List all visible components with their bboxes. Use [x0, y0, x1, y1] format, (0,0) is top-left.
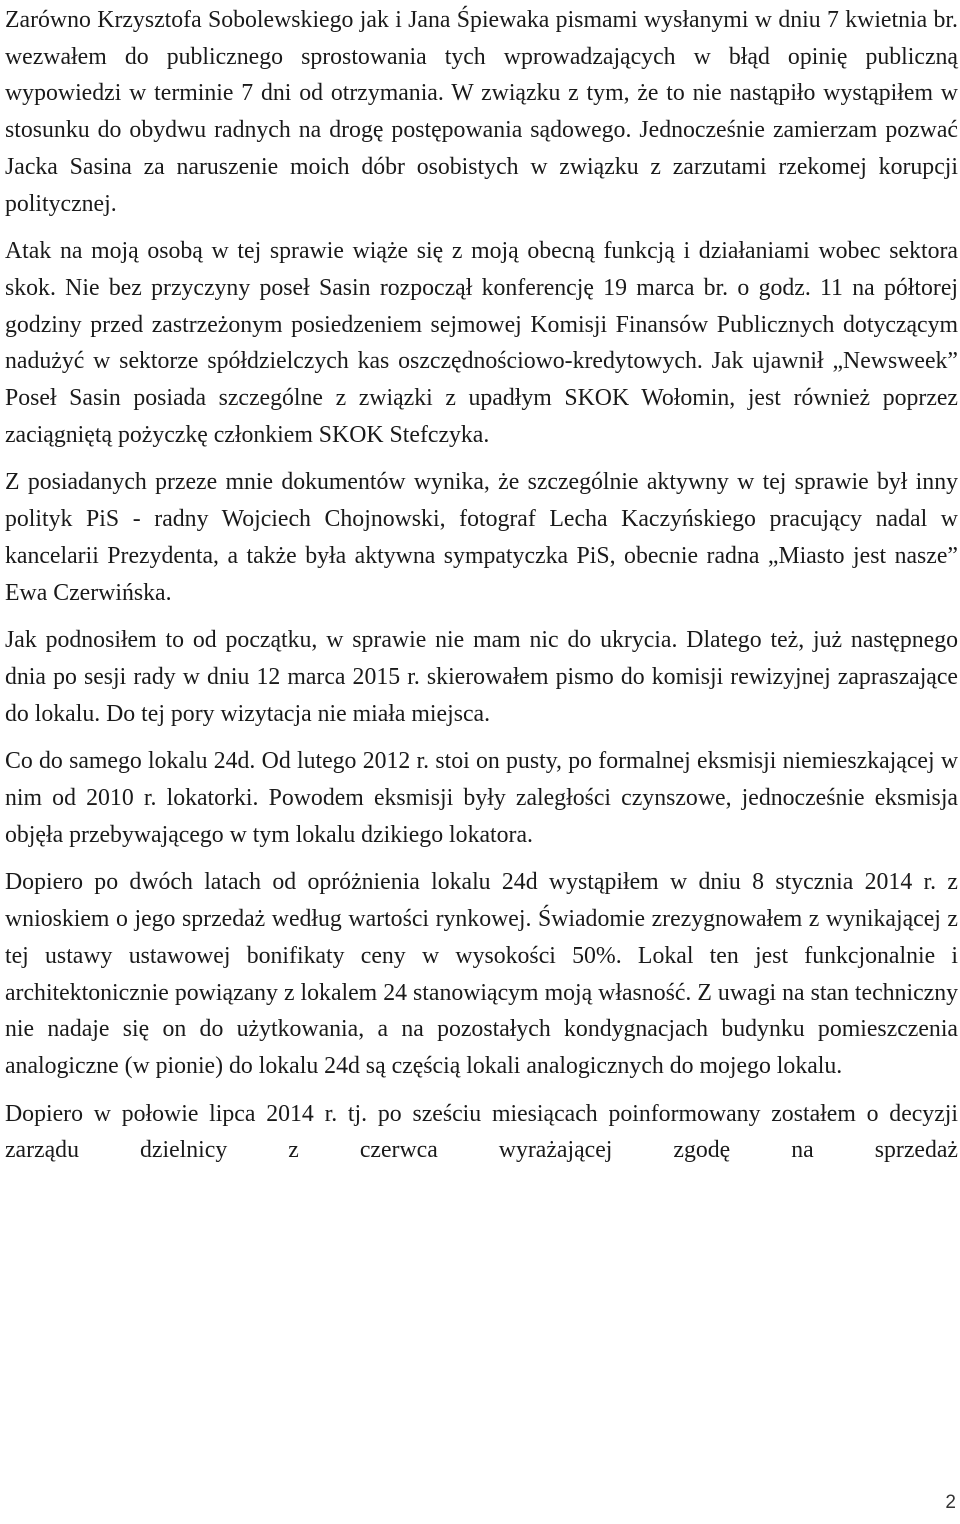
paragraph: Jak podnosiłem to od początku, w sprawie nie mam nic do ukrycia. Dlatego też, już następnego dnia po sesji rady w dniu 12 marca 2015 r. skierowałem pismo do komisji rewizyjnej zapraszające do lokalu. Do tej pory wizytacja nie miała miejsca. — [5, 627, 958, 727]
paragraph: Co do samego lokalu 24d. Od lutego 2012 r. stoi on pusty, po formalnej eksmisji niemieszkającej w nim od 2010 r. lokatorki. Powodem eksmisji były zaległości czynszowe, jednocześnie eksmisja objęła przebywającego w tym lokalu dzikiego lokatora. — [5, 748, 958, 848]
paragraph: Dopiero po dwóch latach od opróżnienia lokalu 24d wystąpiłem w dniu 8 stycznia 2014 r. z wnioskiem o jego sprzedaż według wartości rynkowej. Świadomie zrezygnowałem z wynikającej z tej ustawy ustawowej bonifikaty ceny w wysokości 50%. Lokal ten jest funkcjonalnie i architektonicznie powiązany z lokalem 24 stanowiącym moją własność. Z uwagi na stan techniczny nie nadaje się on do użytkowania, a na pozostałych kondygnacjach budynku pomieszczenia analogiczne (w pionie) do lokalu 24d są częścią lokali analogicznych do mojego lokalu. — [5, 869, 958, 1079]
document-page — [5, 2, 958, 1180]
paragraph: Dopiero w połowie lipca 2014 r. tj. po sześciu miesiącach poinformowany zostałem o decyzji zarządu dzielnicy z czerwca wyrażającej zgodę na sprzedaż — [5, 1100, 958, 1164]
paragraph: Z posiadanych przeze mnie dokumentów wynika, że szczególnie aktywny w tej sprawie był inny polityk PiS - radny Wojciech Chojnowski, fotograf Lecha Kaczyńskiego pracujący nadal w kancelarii Prezydenta, a także była aktywna sympatyczka PiS, obecnie radna „Miasto jest nasze” Ewa Czerwińska. — [5, 469, 958, 606]
page-number: 2 — [945, 1492, 956, 1513]
paragraph: Atak na moją osobą w tej sprawie wiąże się z moją obecną funkcją i działaniami wobec sektora skok. Nie bez przyczyny poseł Sasin rozpoczął konferencję 19 marca br. o godz. 11 na półtorej godziny przed zastrzeżonym posiedzeniem sejmowej Komisji Finansów Publicznych dotyczącym nadużyć w sektorze spółdzielczych kas oszczędnościowo-kredytowych. Jak ujawnił „Newsweek” Poseł Sasin posiada szczególne z związki z upadłym SKOK Wołomin, jest również poprzez zaciągniętą pożyczkę członkiem SKOK Stefczyka. — [5, 238, 958, 448]
paragraph: Zarówno Krzysztofa Sobolewskiego jak i Jana Śpiewaka pismami wysłanymi w dniu 7 kwietnia br. wezwałem do publicznego sprostowania tych wprowadzających w błąd opinię publiczną wypowiedzi w terminie 7 dni od otrzymania. W związku z tym, że to nie nastąpiło wystąpiłem w stosunku do obydwu radnych na drogę postępowania sądowego. Jednocześnie zamierzam pozwać Jacka Sasina za naruszenie moich dóbr osobistych w związku z zarzutami rzekomej korupcji politycznej. — [5, 7, 958, 217]
